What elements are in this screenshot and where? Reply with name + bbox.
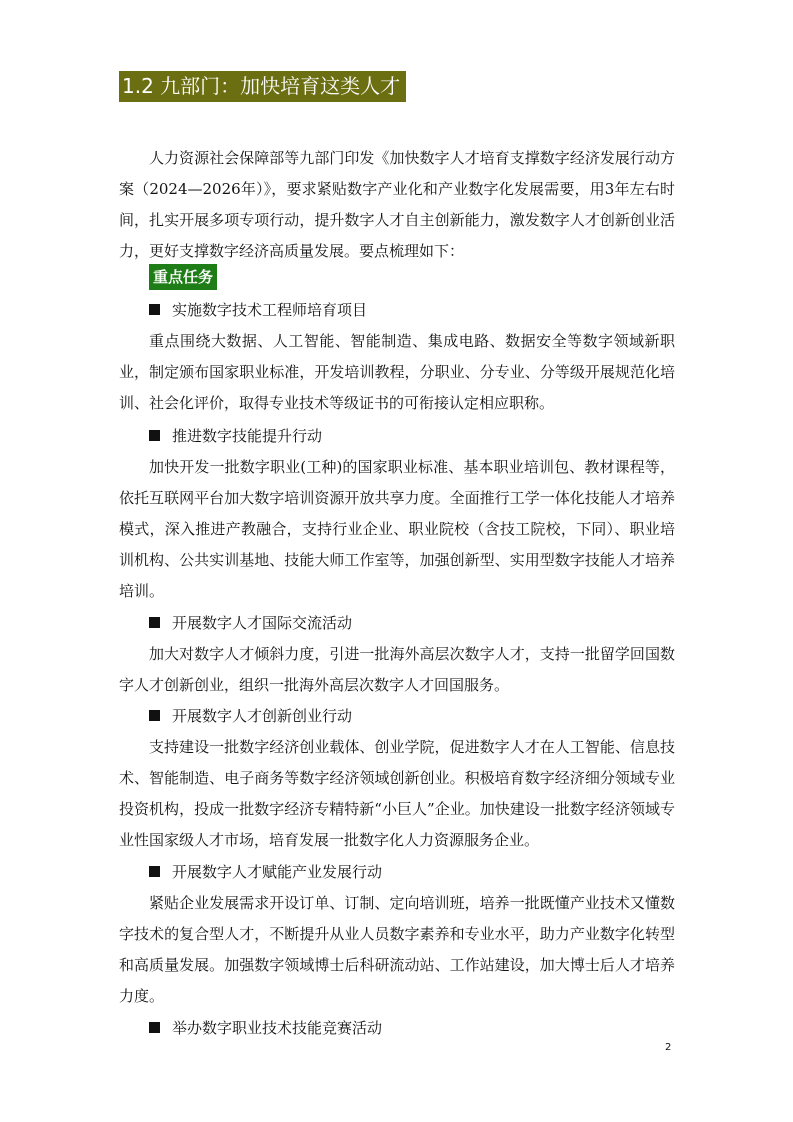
square-bullet-icon [149, 1022, 160, 1033]
task-title-text: 开展数字人才创新创业行动 [172, 707, 353, 725]
task-title [149, 1013, 382, 1044]
task-body-block [119, 732, 675, 856]
key-tasks-heading: 重点任务 [149, 264, 217, 290]
task-body: 加快开发一批数字职业(工种)的国家职业标准、基本职业培训包、教材课程等，依托互联网平台加大数字培训资源开放共享力度。全面推行工学一体化技能人才培养模式，深入推进产教融合，支持行业企业、职业院校（含技工院校，下同）、职业培训机构、公共实训基地、技能大师工作室等，加强创新型、实用型数字技能人才培养培训。 [119, 458, 675, 600]
square-bullet-icon [149, 304, 160, 315]
intro-paragraph: 人力资源社会保障部等九部门印发《加快数字人才培育支撑数字经济发展行动方案（2024—2026年）》，要求紧贴数字产业化和产业数字化发展需要，用3年左右时间，扎实开展多项专项行动，提升数字人才自主创新能力，激发数字人才创新创业活力，更好支撑数字经济高质量发展。要点梳理如下： [119, 149, 675, 260]
task-title [149, 421, 322, 452]
intro-paragraph-block [119, 143, 675, 267]
task-body-block [119, 452, 675, 607]
task-title [149, 701, 352, 732]
task-title [149, 608, 352, 639]
task-body: 紧贴企业发展需求开设订单、订制、定向培训班，培养一批既懂产业技术又懂数字技术的复合型人才，不断提升从业人员数字素养和专业水平，助力产业数字化转型和高质量发展。加强数字领域博士后科研流动站、工作站建设，加大博士后人才培养力度。 [119, 894, 675, 1005]
task-title-text: 开展数字人才国际交流活动 [172, 614, 353, 632]
page-number: 2 [665, 1042, 672, 1053]
task-body-block [119, 888, 675, 1012]
task-body: 加大对数字人才倾斜力度，引进一批海外高层次数字人才，支持一批留学回国数字人才创新创业，组织一批海外高层次数字人才回国服务。 [119, 645, 675, 694]
task-title-text: 举办数字职业技术技能竞赛活动 [172, 1019, 383, 1037]
task-body: 支持建设一批数字经济创业载体、创业学院，促进数字人才在人工智能、信息技术、智能制造、电子商务等数字经济领域创新创业。积极培育数字经济细分领域专业投资机构，投成一批数字经济专精特新“小巨人”企业。加快建设一批数字经济领域专业性国家级人才市场，培育发展一批数字化人力资源服务企业。 [119, 738, 675, 849]
square-bullet-icon [149, 617, 160, 628]
task-body-block [119, 326, 675, 419]
task-body: 重点围绕大数据、人工智能、智能制造、集成电路、数据安全等数字领域新职业，制定颁布国家职业标准，开发培训教程，分职业、分专业、分等级开展规范化培训、社会化评价，取得专业技术等级证书的可衔接认定相应职称。 [119, 332, 675, 412]
task-title-text: 实施数字技术工程师培育项目 [172, 301, 368, 319]
section-title: 1.2 九部门：加快培育这类人才 [119, 71, 406, 102]
task-title [149, 295, 367, 326]
square-bullet-icon [149, 866, 160, 877]
square-bullet-icon [149, 710, 160, 721]
task-body-block [119, 639, 675, 701]
task-title-text: 推进数字技能提升行动 [172, 427, 323, 445]
task-title-text: 开展数字人才赋能产业发展行动 [172, 863, 383, 881]
task-title [149, 857, 382, 888]
square-bullet-icon [149, 430, 160, 441]
